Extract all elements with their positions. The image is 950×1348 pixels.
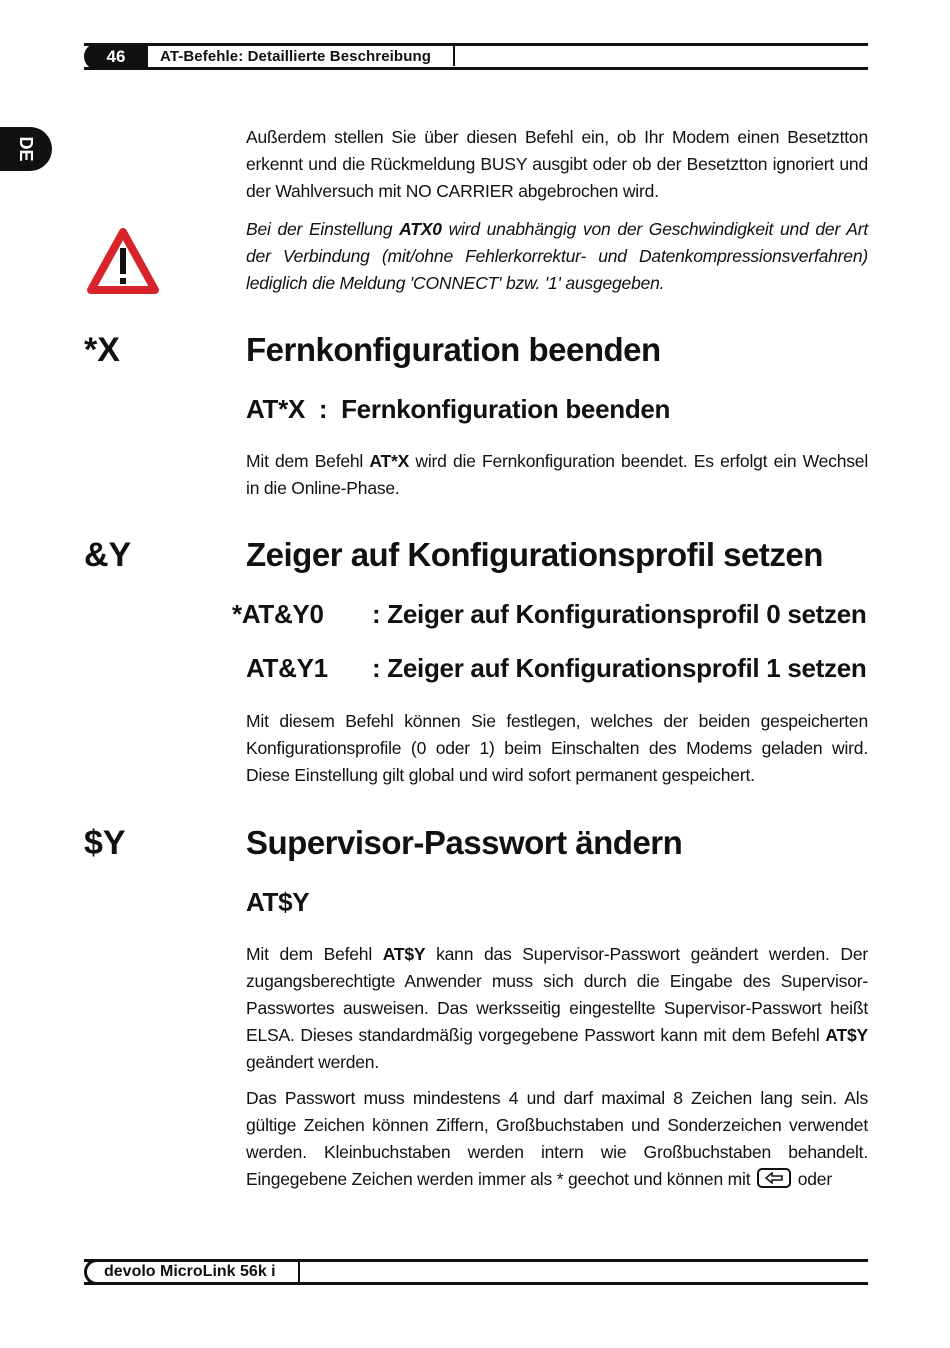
- command-y1: AT&Y1: [246, 653, 328, 683]
- command-y1-desc: : Zeiger auf Konfigurationsprofil 1 setzen: [372, 653, 867, 683]
- language-tab: [0, 127, 52, 171]
- command-sy: AT$Y: [246, 887, 310, 917]
- running-header-title: AT-Befehle: Detaillierte Beschreibung: [160, 48, 431, 65]
- section-body-sy-2: Das Passwort muss mindestens 4 und darf maximal 8 Zeichen lang sein. Als gültige Zeichen können Ziffern, Großbuchstaben und Sonderzeichen verwendet werden. Kleinbuchstaben werden intern wie Großbuchstaben behandelt. Eingegebene Zeichen werden immer als * geechot und können mit oder: [246, 1088, 868, 1189]
- header-separator: [453, 46, 455, 66]
- intro-paragraph: Außerdem stellen Sie über diesen Befehl ein, ob Ihr Modem einen Besetztton erkennt und die Rückmeldung BUSY ausgibt oder ob der Besetztton ignoriert und der Wahlversuch mit NO CARRIER abgebrochen wird.: [246, 127, 868, 201]
- section-heading-sy: Supervisor-Passwort ändern: [246, 824, 683, 861]
- section-heading-y: Zeiger auf Konfigurationsprofil setzen: [246, 536, 823, 573]
- page-number: 46: [84, 43, 148, 70]
- margin-label-y: &Y: [84, 536, 132, 574]
- command-line-x: AT*X : Fernkonfiguration beenden: [246, 394, 671, 424]
- section-body-y: Mit diesem Befehl können Sie festlegen, welches der beiden gespeicherten Konfigurationsprofile (0 oder 1) beim Einschalten des Modems geladen wird. Diese Einstellung gilt global und wird sofort permanent gespeichert.: [246, 711, 868, 785]
- margin-label-sy: $Y: [84, 824, 126, 862]
- warning-note: Bei der Einstellung ATX0 wird unabhängig von der Geschwindigkeit und der Art der Verbindung (mit/ohne Fehlerkorrektur- und Datenkompressionsverfahren) lediglich die Meldung 'CONNECT' bzw. '1' ausgegeben.: [246, 219, 868, 293]
- footer-separator: [298, 1262, 300, 1282]
- note-command: ATX0: [399, 219, 442, 239]
- margin-label-x: *X: [84, 331, 120, 369]
- footer-product-title: devolo MicroLink 56k i: [104, 1263, 276, 1280]
- command-y0: *AT&Y0: [232, 599, 324, 629]
- section-body-sy-1: Mit dem Befehl AT$Y kann das Supervisor-Passwort geändert werden. Der zugangsberechtigte Anwender muss sich durch die Eingabe des Supervisor-Passwortes ausweisen. Das werksseitig eingestellte Supervisor-Passwort heißt ELSA. Dieses standardmäßig vorgegebene Passwort kann mit dem Befehl AT$Y geändert werden.: [246, 944, 868, 1072]
- section-heading-x: Fernkonfiguration beenden: [246, 331, 661, 368]
- section-body-x: Mit dem Befehl AT*X wird die Fernkonfiguration beendet. Es erfolgt ein Wechsel in die Online-Phase.: [246, 451, 869, 498]
- backspace-key-icon: [757, 1168, 791, 1188]
- language-tab-label: DE: [16, 136, 36, 162]
- warning-icon: [86, 226, 160, 296]
- command-y0-desc: : Zeiger auf Konfigurationsprofil 0 setzen: [372, 599, 867, 629]
